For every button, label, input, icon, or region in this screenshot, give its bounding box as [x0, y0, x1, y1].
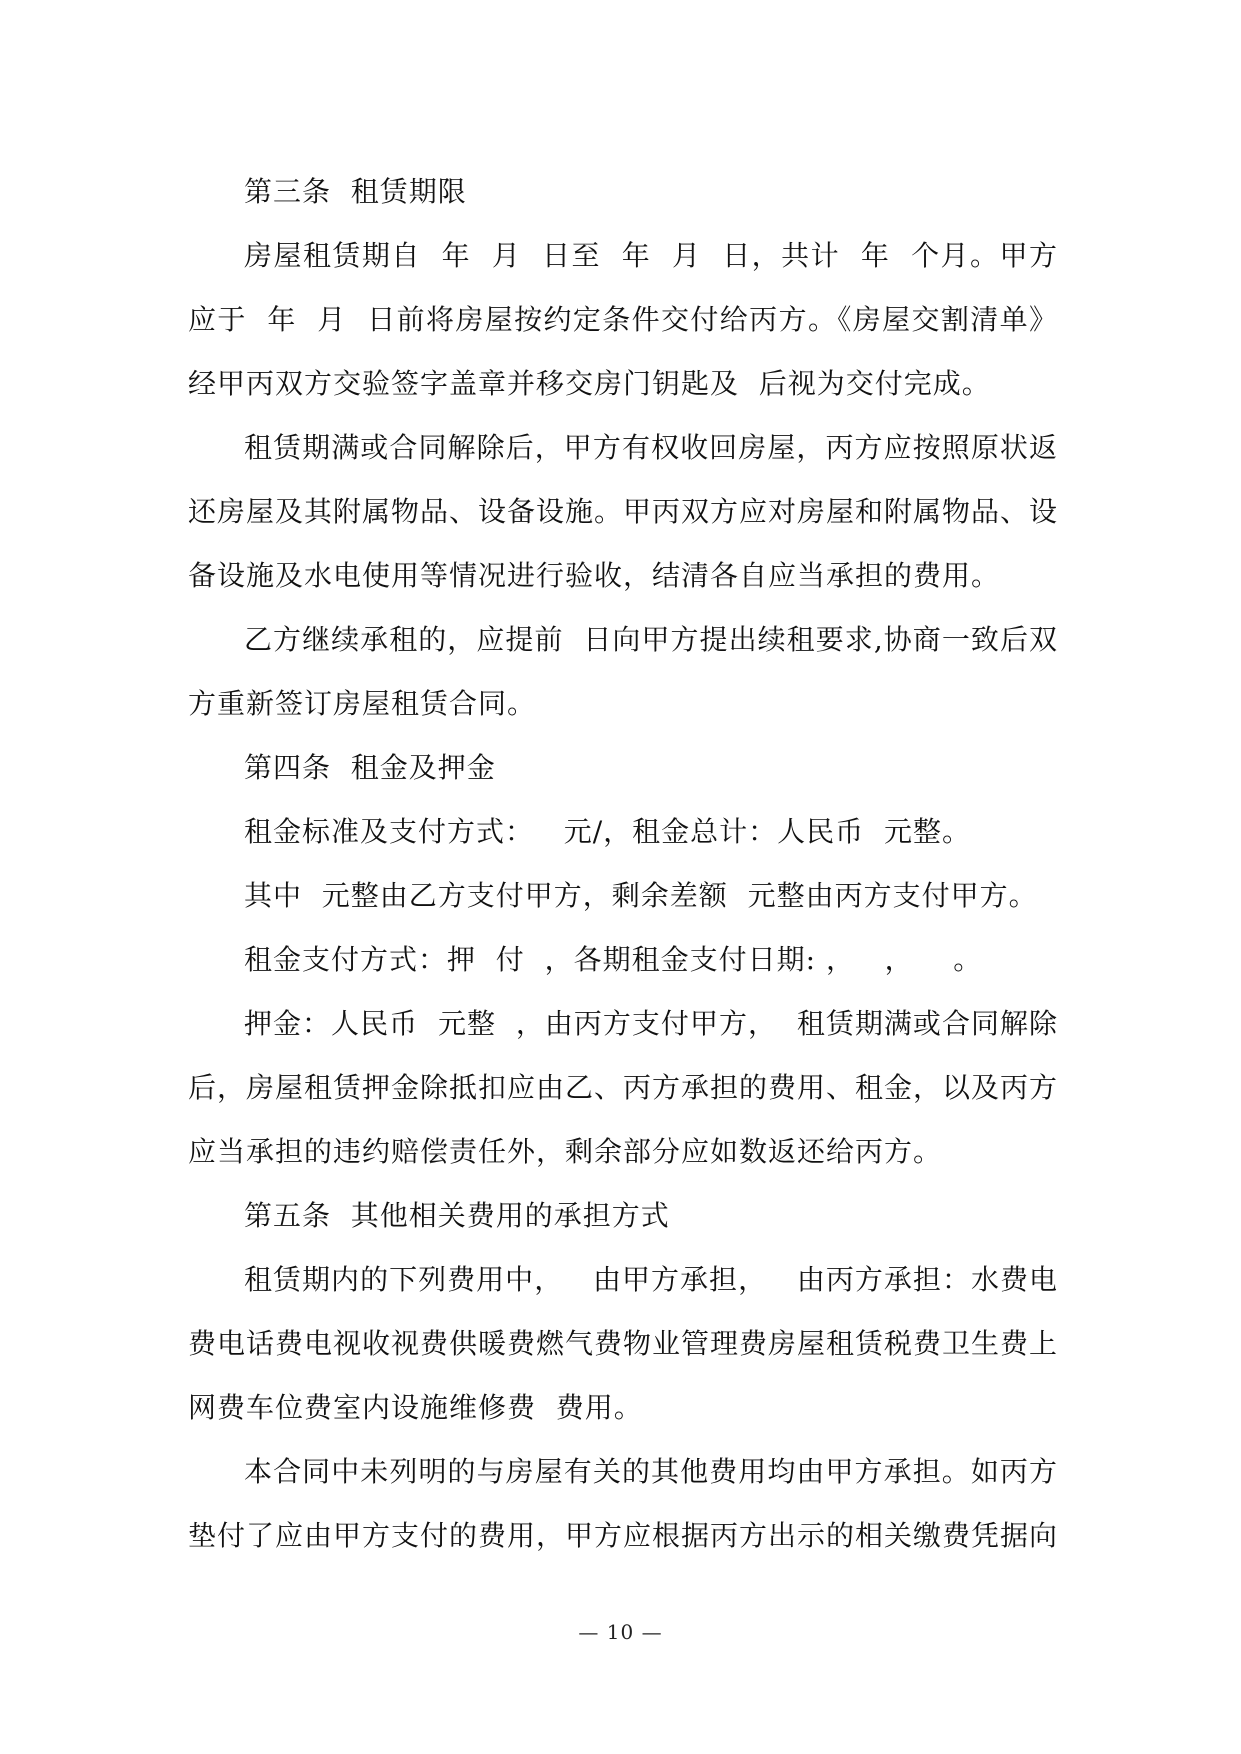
paragraph-lease-period: 房屋租赁期自 年 月 日至 年 月 日，共计 年 个月。甲方应于 年 月 日前将房屋按约定条件交付给丙方。《房屋交割清单》经甲丙双方交验签字盖章并移交房门钥匙及 后视为交付完成。	[188, 239, 1058, 400]
page-number: — 10 —	[578, 1620, 663, 1644]
paragraph-deposit: 押金：人民币 元整 ，由丙方支付甲方， 租赁期满或合同解除后，房屋租赁押金除抵扣应由乙、丙方承担的费用、租金，以及丙方应当承担的违约赔偿责任外，剩余部分应如数返还给丙方。	[188, 1007, 1059, 1168]
paragraph-fee-list: 租赁期内的下列费用中， 由甲方承担， 由丙方承担：水费电费电话费电视收视费供暖费燃气费物业管理费房屋租赁税费卫生费上网费车位费室内设施维修费 费用。	[188, 1263, 1059, 1424]
document-body	[188, 160, 1058, 1568]
paragraph-renewal: 乙方继续承租的，应提前 日向甲方提出续租要求,协商一致后双方重新签订房屋租赁合同。	[188, 623, 1058, 720]
paragraph-unlisted-fees: 本合同中未列明的与房屋有关的其他费用均由甲方承担。如丙方垫付了应由甲方支付的费用，甲方应根据丙方出示的相关缴费凭据向	[188, 1455, 1059, 1552]
paragraph-rent-standard: 租金标准及支付方式： 元/，租金总计：人民币 元整。	[244, 815, 971, 848]
paragraph-lease-end-return: 租赁期满或合同解除后，甲方有权收回房屋，丙方应按照原状返还房屋及其附属物品、设备设施。甲丙双方应对房屋和附属物品、设备设施及水电使用等情况进行验收，结清各自应当承担的费用。	[188, 431, 1059, 592]
section-heading-rent-deposit: 第四条 租金及押金	[244, 751, 496, 784]
paragraph-rent-payment-method: 租金支付方式：押 付 ，各期租金支付日期: ， ， 。	[244, 943, 983, 976]
section-heading-term: 第三条 租赁期限	[244, 175, 467, 208]
section-heading-other-fees: 第五条 其他相关费用的承担方式	[244, 1199, 670, 1232]
paragraph-rent-split: 其中 元整由乙方支付甲方，剩余差额 元整由丙方支付甲方。	[244, 879, 1038, 912]
